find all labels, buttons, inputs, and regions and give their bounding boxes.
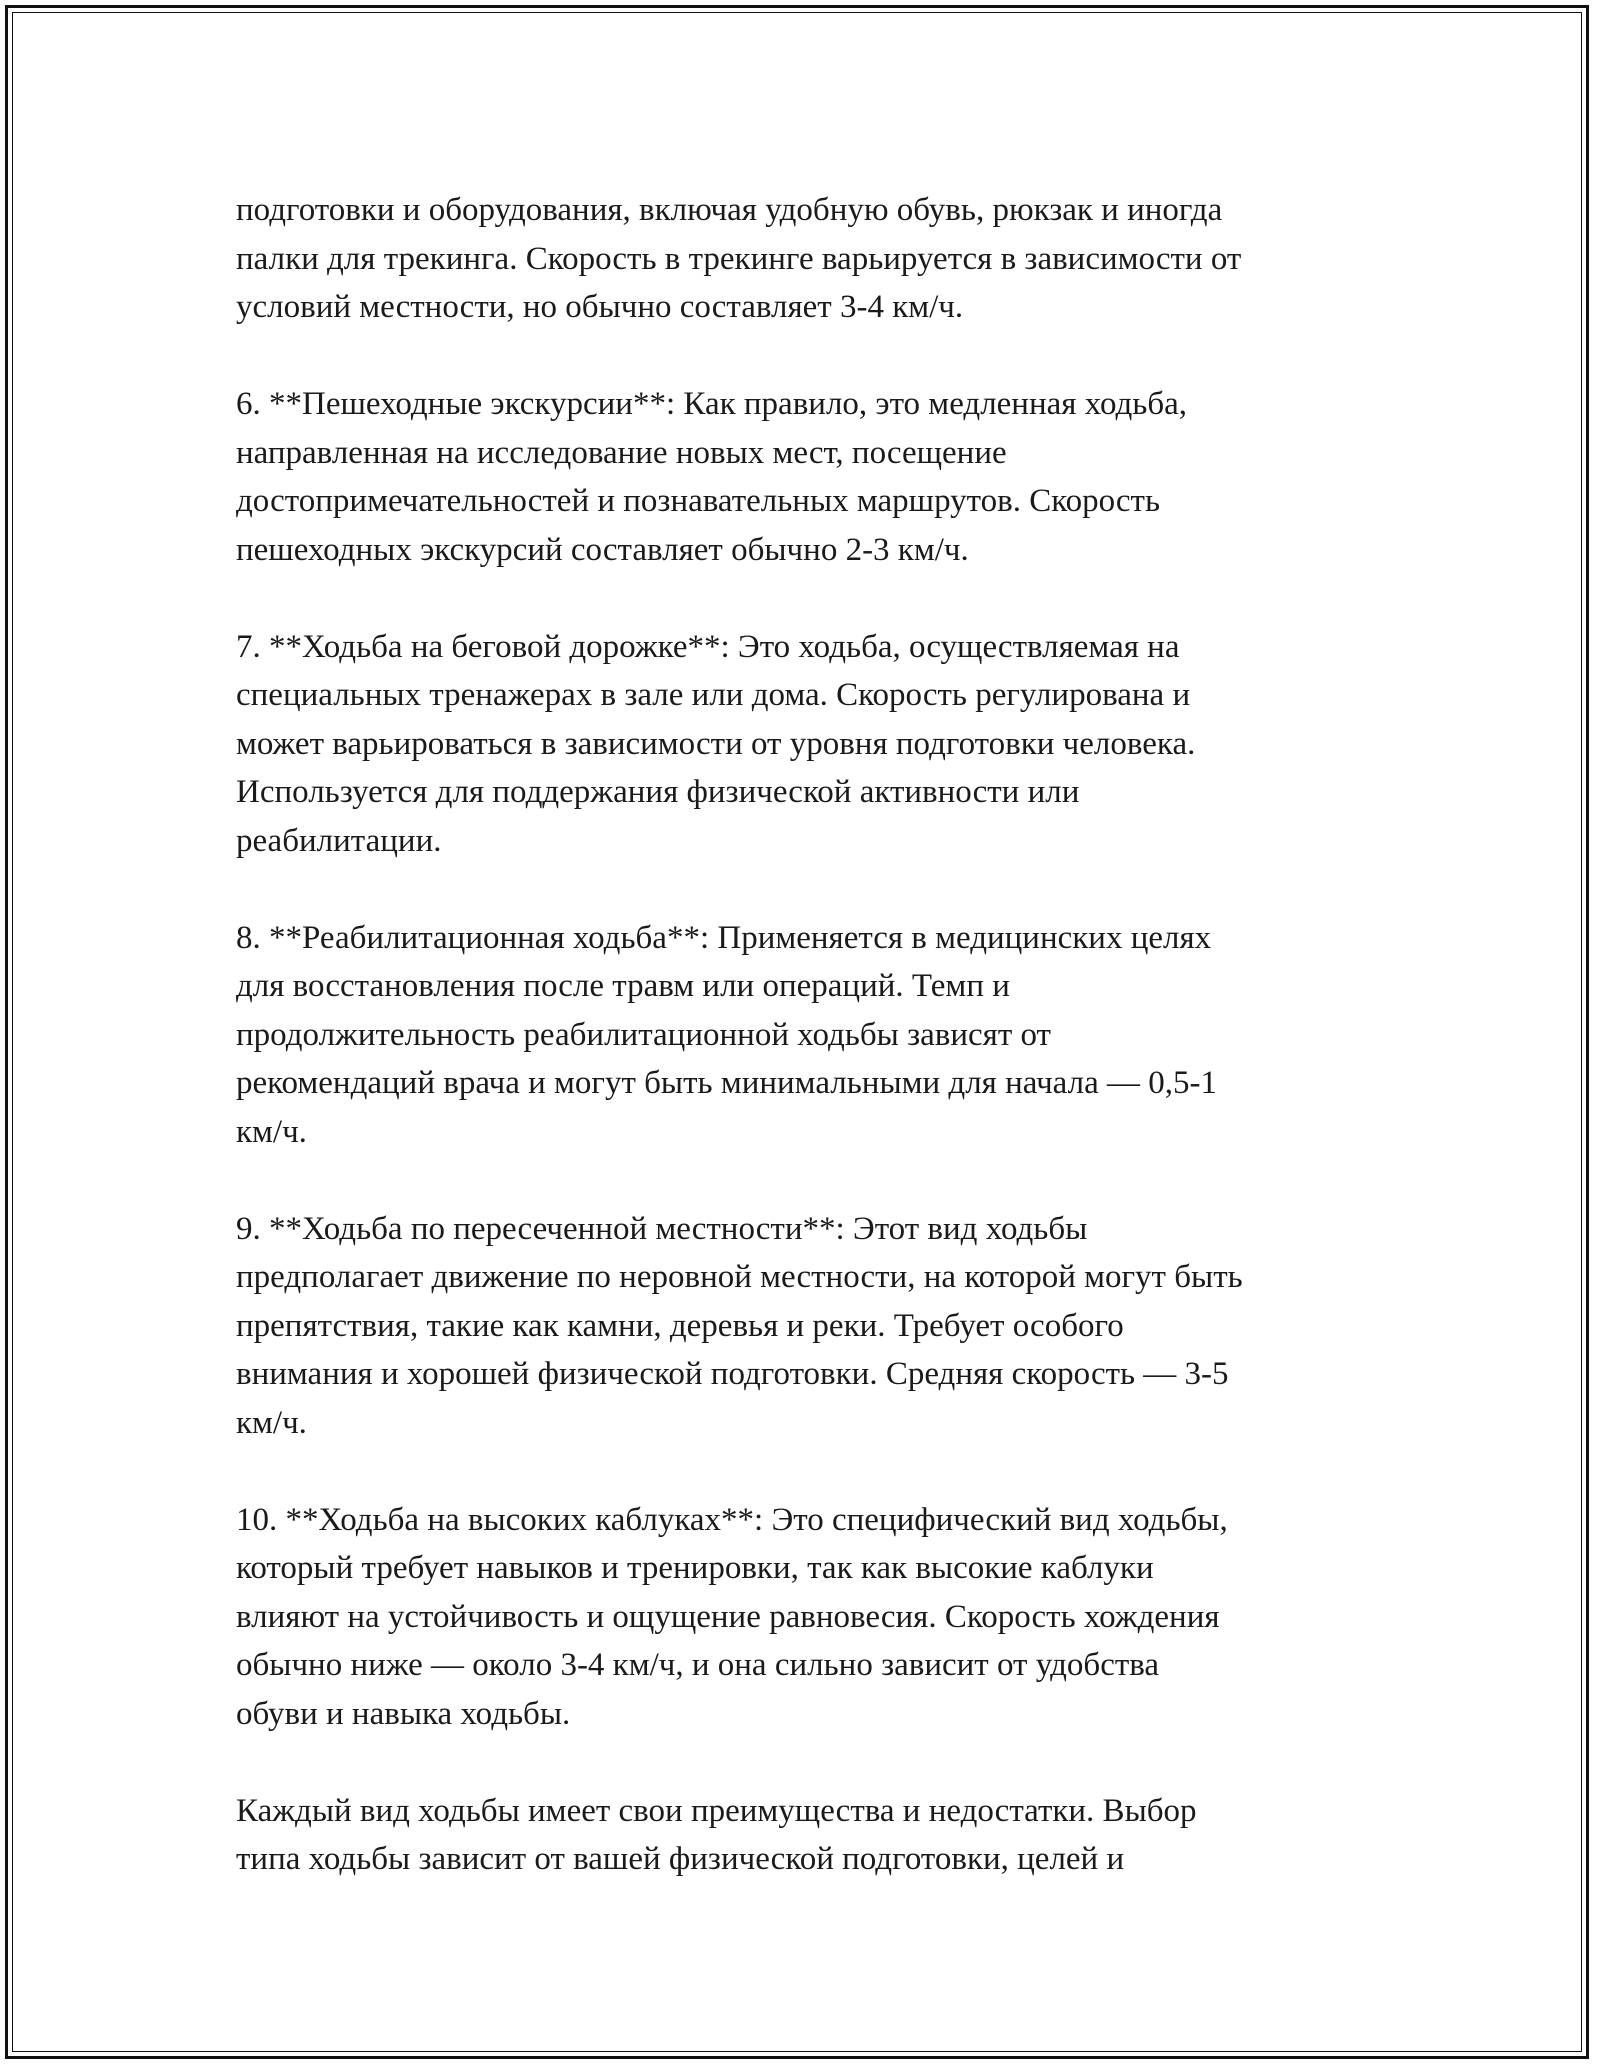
text-line: км/ч. xyxy=(236,1113,307,1150)
paragraph-item-7 xyxy=(236,623,1366,866)
text-line: типа ходьбы зависит от вашей физической подготовки, целей и xyxy=(236,1841,1125,1877)
text-line: 7. **Ходьба на беговой дорожке**: Это ходьба, осуществляемая на xyxy=(236,628,1180,665)
text-line: достопримечательностей и познавательных маршрутов. Скорость xyxy=(236,483,1161,519)
text-line: специальных тренажерах в зале или дома. Скорость регулирована и xyxy=(236,677,1191,713)
text-line: подготовки и оборудования, включая удобную обувь, рюкзак и иногда xyxy=(236,192,1223,228)
text-line: 10. **Ходьба на высоких каблуках**: Это специфический вид ходьбы, xyxy=(236,1501,1228,1538)
paragraph-item-10 xyxy=(236,1496,1366,1739)
text-line: 8. **Реабилитационная ходьба**: Применяется в медицинских целях xyxy=(236,919,1212,956)
text-line: реабилитации. xyxy=(236,822,442,859)
paragraph-item-8 xyxy=(236,914,1366,1157)
text-line: палки для трекинга. Скорость в трекинге варьируется в зависимости от xyxy=(236,240,1242,277)
text-line: 6. **Пешеходные экскурсии**: Как правило, это медленная ходьба, xyxy=(236,386,1188,422)
text-line: предполагает движение по неровной местности, на которой могут быть xyxy=(236,1259,1243,1295)
paragraph-item-6 xyxy=(236,380,1366,574)
document-body xyxy=(236,186,1366,1932)
paragraph-item-9 xyxy=(236,1205,1366,1448)
text-line: может варьироваться в зависимости от уровня подготовки человека. xyxy=(236,725,1196,762)
text-line: рекомендаций врача и могут быть минимальными для начала — 0,5-1 xyxy=(236,1065,1217,1101)
text-line: направленная на исследование новых мест, посещение xyxy=(236,434,1007,471)
paragraph-trekking-continued xyxy=(236,186,1366,332)
text-line: Каждый вид ходьбы имеет свои преимущества и недостатки. Выбор xyxy=(236,1792,1197,1829)
text-line: обычно ниже — около 3-4 км/ч, и она сильно зависит от удобства xyxy=(236,1647,1160,1683)
text-line: Используется для поддержания физической активности или xyxy=(236,774,1080,810)
text-line: который требует навыков и тренировки, так как высокие каблуки xyxy=(236,1550,1154,1586)
text-line: внимания и хорошей физической подготовки. Средняя скорость — 3-5 xyxy=(236,1356,1229,1392)
text-line: препятствия, такие как камни, деревья и реки. Требует особого xyxy=(236,1307,1124,1344)
text-line: условий местности, но обычно составляет 3-4 км/ч. xyxy=(236,289,964,325)
text-line: продолжительность реабилитационной ходьбы зависят от xyxy=(236,1016,1051,1053)
paragraph-conclusion xyxy=(236,1787,1366,1884)
text-line: для восстановления после травм или операций. Темп и xyxy=(236,968,1010,1004)
text-line: обуви и навыка ходьбы. xyxy=(236,1695,571,1732)
text-line: влияют на устойчивость и ощущение равновесия. Скорость хождения xyxy=(236,1598,1220,1635)
text-line: 9. **Ходьба по пересеченной местности**: Этот вид ходьбы xyxy=(236,1210,1088,1247)
text-line: пешеходных экскурсий составляет обычно 2-3 км/ч. xyxy=(236,531,969,568)
text-line: км/ч. xyxy=(236,1404,307,1441)
